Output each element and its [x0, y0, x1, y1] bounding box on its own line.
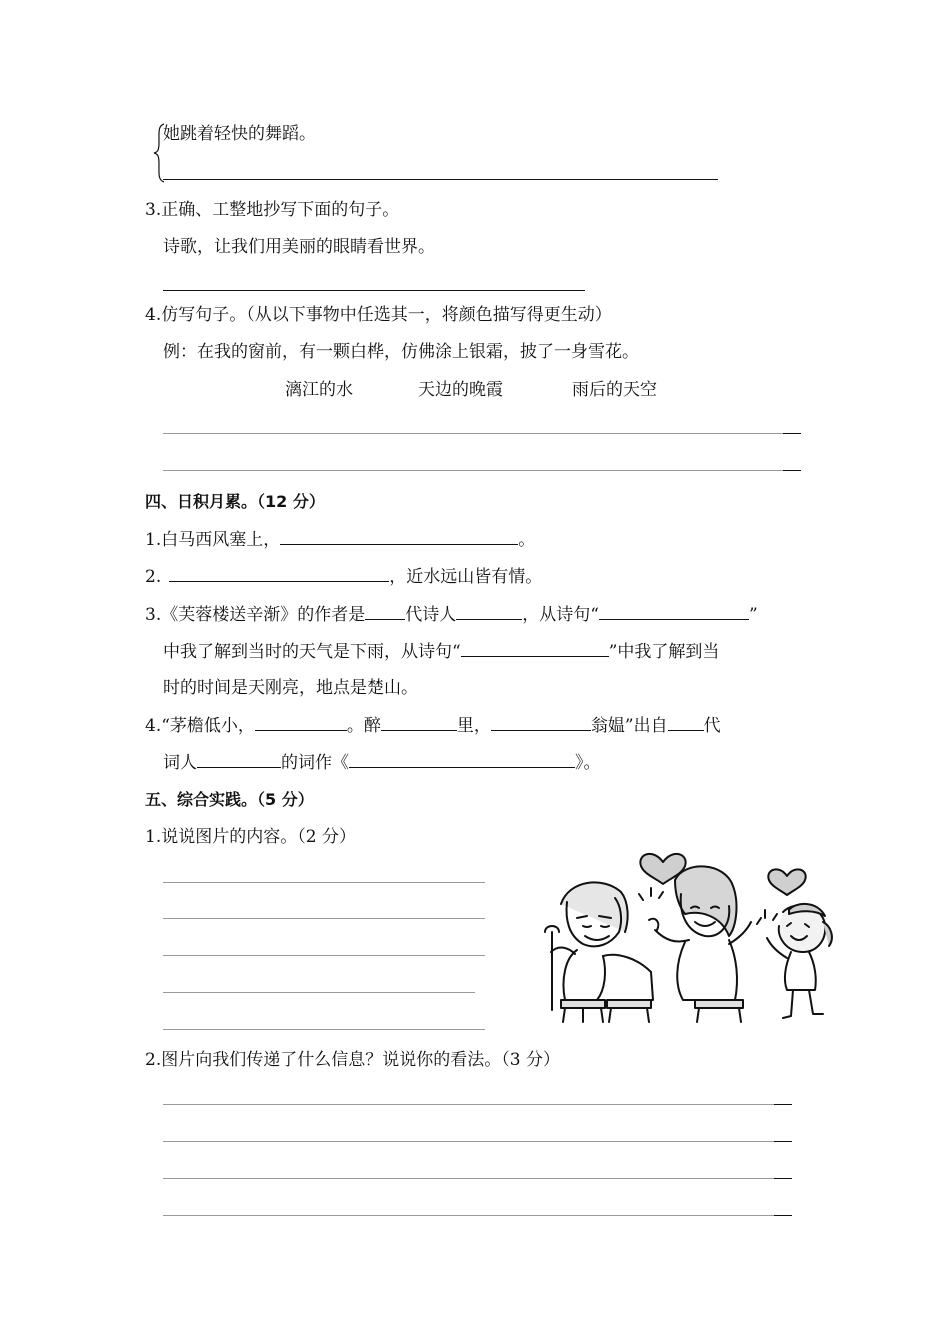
q3-title: 3.正确、工整地抄写下面的句子。 [145, 200, 400, 220]
q4-answer-line-2-end [783, 470, 801, 471]
s5-q2-answer-line-1-end [774, 1104, 792, 1105]
s4-q4-blank-1[interactable] [255, 715, 347, 731]
s5-q2-answer-line-3-end [774, 1178, 792, 1179]
s4-q2-blank[interactable] [169, 566, 389, 582]
s5-q2-answer-line-2[interactable] [163, 1141, 774, 1142]
s4-q1-text: 1.白马西风塞上， [145, 530, 281, 550]
q4-example: 例：在我的窗前，有一颗白桦，仿佛涂上银霜，披了一身雪花。 [163, 342, 639, 362]
s4-q3-text-d: ” [748, 605, 758, 625]
s4-q4-blank-poet[interactable] [197, 752, 281, 768]
s4-q4-text-h: 》。 [575, 753, 601, 773]
s4-q3-blank-dynasty[interactable] [365, 604, 405, 620]
q4-answer-line-2[interactable] [163, 470, 783, 471]
s5-q2-title: 2.图片向我们传递了什么信息？说说你的看法。（3 分） [145, 1050, 560, 1070]
s4-q4-blank-3[interactable] [491, 715, 591, 731]
s4-q1 [145, 529, 535, 550]
s4-q4-text-a: 4.“茅檐低小， [145, 716, 255, 736]
s5-q2-answer-line-1[interactable] [163, 1104, 774, 1105]
s4-q3-blank-poet[interactable] [456, 604, 522, 620]
s4-q3-line1 [145, 604, 758, 625]
q4-option-2: 天边的晚霞 [418, 380, 503, 400]
s4-q4-text-d: 翁媪”出自 [590, 716, 668, 736]
s5-q2-answer-line-4[interactable] [163, 1215, 774, 1216]
q3-copy-line[interactable] [163, 290, 585, 291]
s4-q4-text-f: 词人 [163, 753, 197, 773]
s4-q2-text: ，近水远山皆有情。 [389, 567, 543, 587]
s5-q1-answer-line-5[interactable] [163, 1029, 485, 1030]
s4-q1-blank[interactable] [280, 529, 518, 545]
q4-option-3: 雨后的天空 [572, 380, 657, 400]
s5-q1-answer-line-1[interactable] [163, 882, 485, 883]
s5-q2-answer-line-2-end [774, 1141, 792, 1142]
s4-q4-line2 [163, 752, 601, 773]
s4-q4-blank-title[interactable] [349, 752, 575, 768]
s4-q4-text-c: 里， [456, 716, 491, 736]
s5-q1-answer-line-3[interactable] [163, 955, 485, 956]
s5-q2-answer-line-3[interactable] [163, 1178, 774, 1179]
s4-q2 [145, 566, 542, 587]
s4-q4-blank-2[interactable] [381, 715, 457, 731]
illustration [525, 840, 835, 1025]
s4-q1-end: 。 [518, 530, 536, 550]
section4-heading: 四、日积月累。（12 分） [145, 492, 325, 511]
s5-q2-answer-line-4-end [774, 1215, 792, 1216]
s4-q3-line3: 时的时间是天刚亮，地点是楚山。 [163, 678, 418, 698]
s4-q3-blank-line1[interactable] [599, 604, 749, 620]
s5-q1-title: 1.说说图片的内容。（2 分） [145, 827, 356, 847]
q3-sentence: 诗歌，让我们用美丽的眼睛看世界。 [163, 237, 435, 257]
s4-q3-text-c: ，从诗句“ [522, 605, 599, 625]
s4-q3-text-e: 中我了解到当时的天气是下雨，从诗句“ [163, 642, 461, 662]
s5-q1-answer-line-4[interactable] [163, 992, 475, 993]
heart-icon [768, 869, 805, 895]
s4-q3-text-a: 3.《芙蓉楼送辛渐》的作者是 [145, 605, 366, 625]
s5-q1-answer-line-2[interactable] [163, 918, 485, 919]
s4-q4-text-g: 的词作《 [281, 753, 349, 773]
s4-q2-num: 2. [145, 567, 162, 587]
q4-option-1: 漓江的水 [285, 380, 353, 400]
s4-q3-text-b: 代诗人 [405, 605, 457, 625]
q4-answer-line-1[interactable] [163, 433, 783, 434]
s4-q3-line2 [163, 641, 719, 662]
q4-answer-line-1-end [783, 433, 801, 434]
s4-q4-blank-dynasty[interactable] [668, 715, 704, 731]
s4-q3-text-f: ”中我了解到当 [608, 642, 720, 662]
q4-title: 4.仿写句子。（从以下事物中任选其一，将颜色描写得更生动） [145, 305, 612, 325]
brace-sentence: 她跳着轻快的舞蹈。 [163, 124, 316, 144]
s4-q3-blank-line2[interactable] [461, 641, 609, 657]
s4-q4-line1 [145, 715, 721, 736]
brace-answer-line[interactable] [163, 179, 718, 180]
section5-heading: 五、综合实践。（5 分） [145, 790, 314, 809]
s4-q4-text-e: 代 [703, 716, 721, 736]
s4-q4-text-b: 。醉 [346, 716, 381, 736]
